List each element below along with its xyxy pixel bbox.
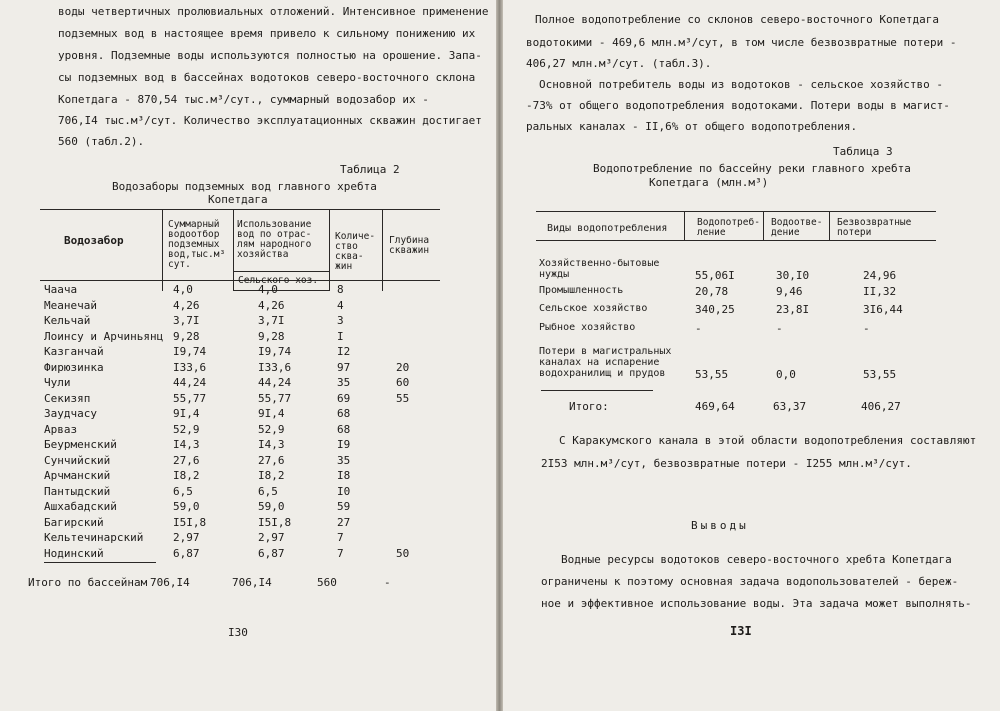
cell-discharge: - [776,322,783,335]
table-row [503,258,1000,284]
cell-type: Хозяйственно-бытовые нужды [539,258,660,280]
total-value: 406,27 [861,400,901,413]
cell-wells: I2 [337,345,351,358]
cell-discharge: 23,8I [776,303,810,316]
cell-name: Нодинский [44,547,104,560]
table-row [0,423,496,438]
table-caption: Водозаборы подземных вод главного хребта [112,180,377,193]
cell-use: - [695,322,702,335]
cell-total: I4,3 [173,438,200,451]
cell-agri: I8,2 [258,469,285,482]
table-rule [40,209,440,210]
cell-wells: I9 [337,438,351,451]
column-header: Водоотве- дение [771,217,823,238]
text-line: 706,I4 тыс.м³/сут. Количество эксплуатационных скважин достигает [58,114,482,127]
cell-wells: 97 [337,361,351,374]
text-line: Полное водопотребление со склонов северо-восточного Копетдага [535,13,939,26]
table-label: Таблица 3 [833,145,893,158]
table-row [0,438,496,453]
table-row [0,345,496,360]
cell-name: Арваз [44,423,78,436]
cell-loss: 24,96 [863,269,897,282]
cell-name: Беурменский [44,438,117,451]
column-header: Водопотреб- ление [697,217,760,238]
table-row [0,531,496,546]
cell-depth: 50 [396,547,410,560]
column-header: Количе- ство сква- жин [335,231,376,272]
table-rule [536,211,936,212]
cell-wells: 35 [337,376,351,389]
table-row [0,547,496,562]
cell-total: 3,7I [173,314,200,327]
cell-total: 9I,4 [173,407,200,420]
cell-agri: I4,3 [258,438,285,451]
cell-loss: 3I6,44 [863,303,903,316]
text-line: сы подземных вод в бассейнах водотоков северо-восточного склона [58,71,476,84]
cell-agri: 27,6 [258,454,285,467]
table-row [0,361,496,376]
cell-name: Меанечай [44,299,97,312]
cell-wells: 68 [337,423,351,436]
table-row [0,485,496,500]
cell-total: 6,87 [173,547,200,560]
text-line: 406,27 млн.м³/сут. (табл.3). [526,57,712,70]
cell-wells: 7 [337,547,344,560]
table-row [0,376,496,391]
table-row [0,469,496,484]
column-header: Безвозвратные потери [837,217,912,238]
table-rule [233,209,234,291]
cell-name: Лоинсу и Арчиньянц [44,330,164,343]
table-row [0,314,496,329]
text-line: 2I53 млн.м³/сут, безвозвратные потери - I255 млн.м³/сут. [541,457,912,470]
table-total-row [0,576,496,591]
cell-discharge: 30,I0 [776,269,810,282]
cell-depth: 20 [396,361,410,374]
cell-name: Арчманский [44,469,111,482]
cell-wells: I [337,330,344,343]
total-label: Итого: [569,400,609,413]
cell-use: 20,78 [695,285,729,298]
cell-use: 53,55 [695,368,729,381]
total-value: - [384,576,391,589]
cell-wells: 3 [337,314,344,327]
table-row [0,283,496,298]
cell-agri: 6,87 [258,547,285,560]
text-line: ральных каналах - II,6% от общего водопотребления. [526,120,858,133]
cell-agri: 4,26 [258,299,285,312]
cell-agri: I5I,8 [258,516,292,529]
cell-depth: 55 [396,392,410,405]
cell-name: Кельтечинарский [44,531,144,544]
column-header: Виды водопотребления [547,223,668,234]
cell-name: Кельчай [44,314,91,327]
cell-wells: I0 [337,485,351,498]
cell-wells: I8 [337,469,351,482]
cell-use: 55,06I [695,269,735,282]
table-caption: Водопотребление по бассейну реки главного хребта [593,162,911,175]
text-line: ное и эффективное использование воды. Эта задача может выполнять- [541,597,972,610]
table-row [503,346,1000,383]
cell-agri: I33,6 [258,361,292,374]
cell-name: Чаача [44,283,78,296]
cell-name: Ашхабадский [44,500,117,513]
cell-type: Сельское хозяйство [539,303,648,314]
cell-total: 44,24 [173,376,207,389]
total-value: 63,37 [773,400,807,413]
total-value: 706,I4 [232,576,272,589]
cell-agri: 52,9 [258,423,285,436]
cell-agri: I9,74 [258,345,292,358]
cell-type: Рыбное хозяйство [539,322,636,333]
text-line: воды четвертичных пролювиальных отложений. Интенсивное применение [58,5,489,18]
cell-name: Пантыдский [44,485,111,498]
cell-agri: 44,24 [258,376,292,389]
cell-wells: 35 [337,454,351,467]
cell-use: 340,25 [695,303,735,316]
column-header: Сельского хоз. [238,275,319,286]
text-line: Водные ресурсы водотоков северо-восточного хребта Копетдага [561,553,952,566]
conclusions-heading: Выводы [691,519,749,532]
cell-total: 6,5 [173,485,193,498]
cell-wells: 69 [337,392,351,405]
column-header: Водозабор [64,234,124,247]
table-row [0,330,496,345]
text-line: С Каракумского канала в этой области водопотребления составляют [559,434,977,447]
column-header: Глубина скважин [389,235,430,256]
cell-agri: 9,28 [258,330,285,343]
cell-loss: - [863,322,870,335]
cell-total: 4,0 [173,283,193,296]
table-rule [382,209,383,291]
table-row [0,299,496,314]
cell-agri: 9I,4 [258,407,285,420]
cell-total: 55,77 [173,392,207,405]
table-rule [829,211,830,241]
table-row [0,407,496,422]
cell-name: Секизяп [44,392,91,405]
table-rule [541,390,653,391]
total-label: Итого по бассейнам [28,576,148,589]
cell-depth: 60 [396,376,410,389]
cell-agri: 6,5 [258,485,278,498]
total-value: 469,64 [695,400,735,413]
cell-loss: II,32 [863,285,897,298]
table-rule [44,562,156,563]
cell-name: Фирюзинка [44,361,104,374]
cell-name: Багирский [44,516,104,529]
cell-type: Потери в магистральных каналах на испарение водохранилищ и прудов [539,346,672,379]
cell-agri: 4,0 [258,283,278,296]
book-gutter [496,0,503,711]
table-row [503,303,1000,318]
text-line: 560 (табл.2). [58,135,145,148]
cell-wells: 68 [337,407,351,420]
cell-total: 59,0 [173,500,200,513]
page-number: I30 [228,626,248,639]
cell-wells: 4 [337,299,344,312]
text-line: уровня. Подземные воды используются полностью на орошение. Запа- [58,49,482,62]
table-row [0,500,496,515]
page-number: I3I [730,624,752,638]
cell-name: Чули [44,376,71,389]
table-row [0,392,496,407]
left-page [0,0,496,711]
column-header: Использование вод по отрас- лям народного хозяйства [237,219,312,260]
total-value: 706,I4 [150,576,190,589]
cell-loss: 53,55 [863,368,897,381]
cell-wells: 8 [337,283,344,296]
cell-total: 52,9 [173,423,200,436]
cell-total: I33,6 [173,361,207,374]
cell-wells: 59 [337,500,351,513]
cell-agri: 55,77 [258,392,292,405]
table-rule [329,209,330,291]
table-rule [162,209,163,291]
cell-type: Промышленность [539,285,624,296]
table-rule [763,211,764,241]
table-total-row [503,400,1000,415]
table-rule [684,211,685,241]
table-row [503,285,1000,300]
cell-agri: 2,97 [258,531,285,544]
column-header: Суммарный водоотбор подземных вод,тыс.м³ сут. [168,219,226,270]
right-page [503,0,1000,711]
cell-total: I5I,8 [173,516,207,529]
total-value: 560 [317,576,337,589]
cell-total: 9,28 [173,330,200,343]
cell-total: 2,97 [173,531,200,544]
table-row [503,322,1000,337]
text-line: подземных вод в настоящее время привело к сильному понижению их [58,27,476,40]
cell-agri: 3,7I [258,314,285,327]
table-row [0,516,496,531]
cell-total: 27,6 [173,454,200,467]
table-rule [536,240,936,241]
table-caption: Копетдага [208,193,268,206]
table-caption: Копетдага (млн.м³) [649,176,769,189]
cell-name: Казганчай [44,345,104,358]
text-line: водотокими - 469,6 млн.м³/сут, в том числе безвозвратные потери - [526,36,957,49]
text-line: -73% от общего водопотребления водотоками. Потери воды в магист- [526,99,950,112]
table-row [0,454,496,469]
cell-wells: 27 [337,516,351,529]
text-line: Основной потребитель воды из водотоков - сельское хозяйство - [539,78,943,91]
cell-discharge: 9,46 [776,285,803,298]
cell-name: Сунчийский [44,454,111,467]
cell-total: I9,74 [173,345,207,358]
cell-discharge: 0,0 [776,368,796,381]
text-line: Копетдага - 870,54 тыс.м³/сут., суммарный водозабор их - [58,93,429,106]
cell-wells: 7 [337,531,344,544]
cell-total: 4,26 [173,299,200,312]
text-line: ограничены к поэтому основная задача водопользователей - береж- [541,575,959,588]
table-rule [233,271,329,272]
cell-total: I8,2 [173,469,200,482]
cell-agri: 59,0 [258,500,285,513]
cell-name: Заудчасу [44,407,97,420]
table-label: Таблица 2 [340,163,400,176]
